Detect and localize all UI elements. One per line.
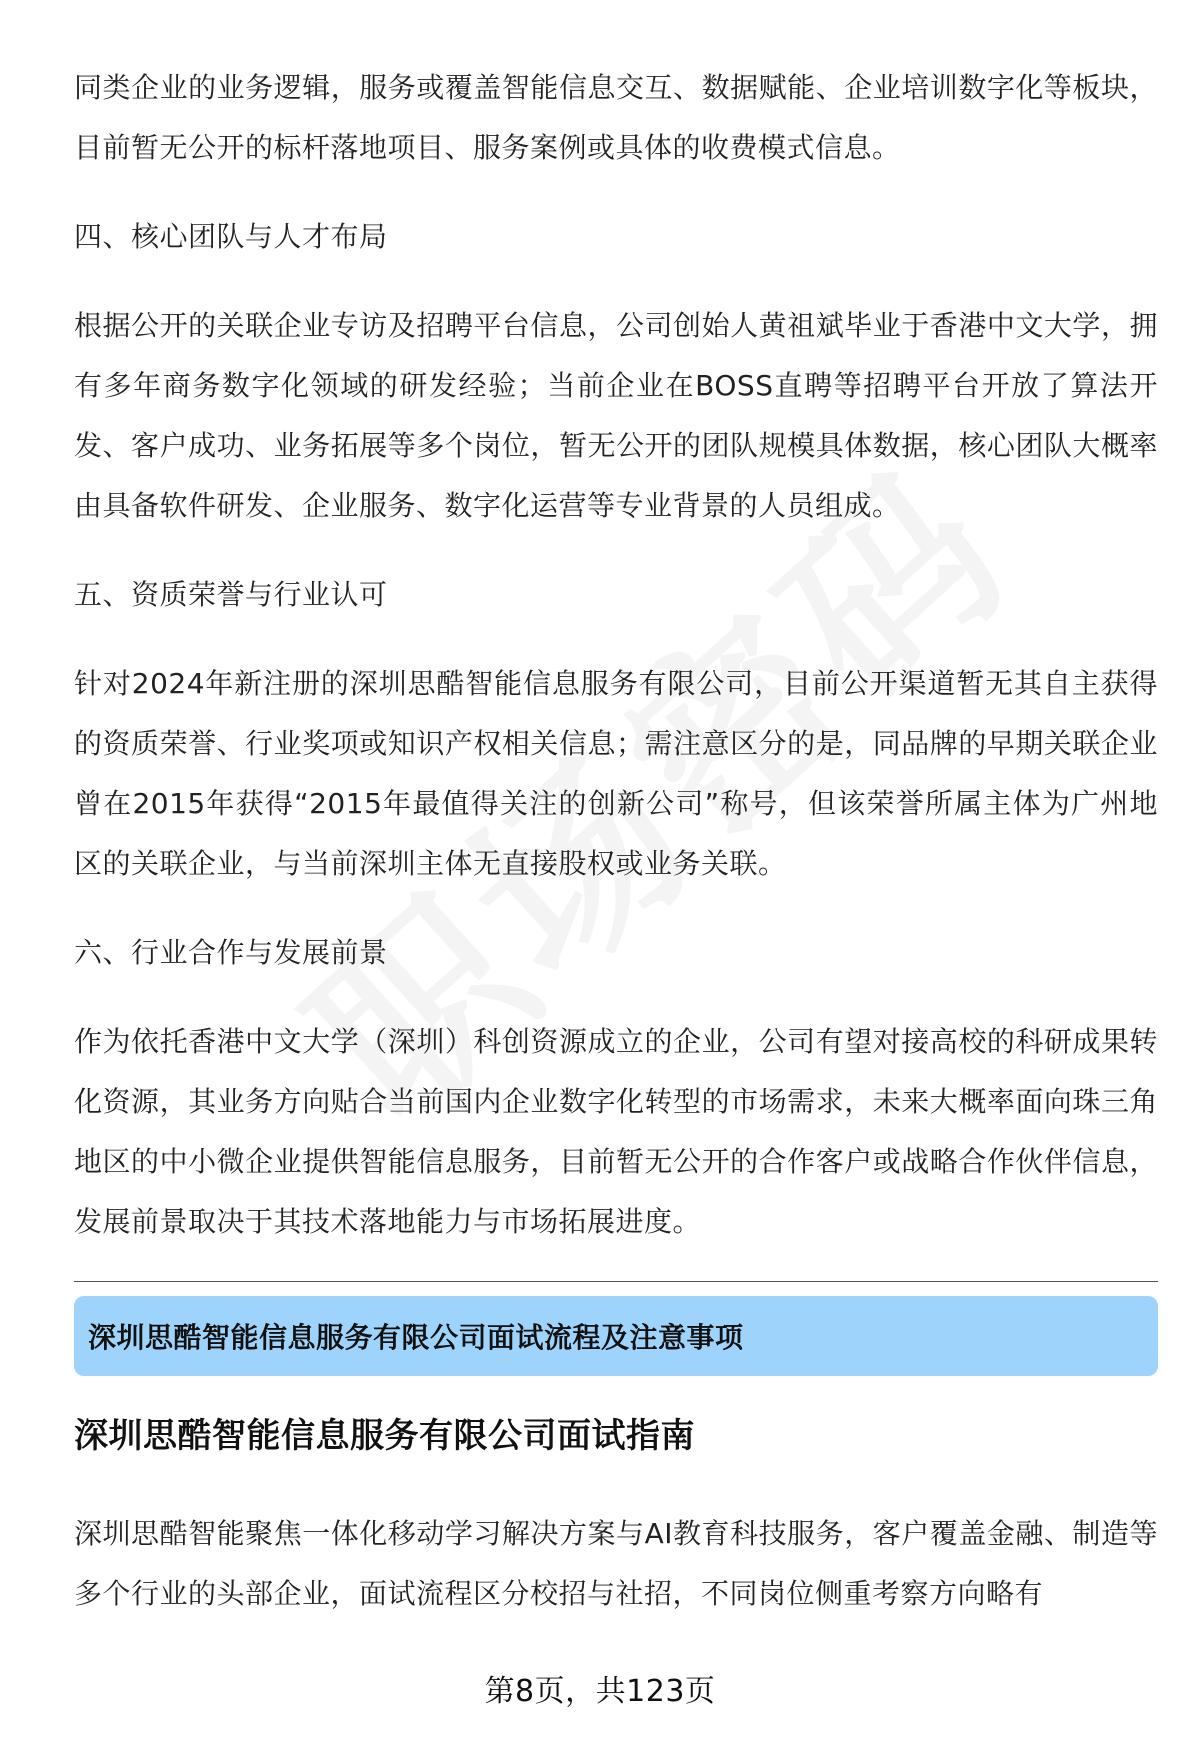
intro-paragraph: 同类企业的业务逻辑，服务或覆盖智能信息交互、数据赋能、企业培训数字化等板块，目前暂无公开的标杆落地项目、服务案例或具体的收费模式信息。 xyxy=(74,71,1158,164)
cooperation-paragraph: 作为依托香港中文大学（深圳）科创资源成立的企业，公司有望对接高校的科研成果转化资源，其业务方向贴合当前国内企业数字化转型的市场需求，未来大概率面向珠三角地区的中小微企业提供智能信息服务，目前暂无公开的合作客户或战略合作伙伴信息，发展前景取决于其技术落地能力与市场拓展进度。 xyxy=(74,1025,1158,1238)
document-page xyxy=(74,58,1158,1653)
page-number: 第8页，共123页 xyxy=(484,1674,716,1709)
section-heading-honor: 五、资质荣誉与行业认可 xyxy=(74,578,388,611)
section-heading-team: 四、核心团队与人才布局 xyxy=(74,220,388,253)
honor-paragraph: 针对2024年新注册的深圳思酷智能信息服务有限公司，目前公开渠道暂无其自主获得的资质荣誉、行业奖项或知识产权相关信息；需注意区分的是，同品牌的早期关联企业曾在2015年获得“2015年最值得关注的创新公司”称号，但该荣誉所属主体为广州地区的关联企业，与当前深圳主体无直接股权或业务关联。 xyxy=(74,667,1158,880)
banner-title: 深圳思酷智能信息服务有限公司面试流程及注意事项 xyxy=(88,1321,744,1354)
section-divider xyxy=(74,1281,1158,1282)
guide-title: 深圳思酷智能信息服务有限公司面试指南 xyxy=(74,1416,695,1456)
team-paragraph: 根据公开的关联企业专访及招聘平台信息，公司创始人黄祖斌毕业于香港中文大学，拥有多年商务数字化领域的研发经验；当前企业在BOSS直聘等招聘平台开放了算法开发、客户成功、业务拓展等多个岗位，暂无公开的团队规模具体数据，核心团队大概率由具备软件研发、企业服务、数字化运营等专业背景的人员组成。 xyxy=(74,309,1158,522)
interview-banner xyxy=(74,1296,1158,1376)
guide-paragraph: 深圳思酷智能聚焦一体化移动学习解决方案与AI教育科技服务，客户覆盖金融、制造等多个行业的头部企业，面试流程区分校招与社招，不同岗位侧重考察方向略有 xyxy=(74,1517,1158,1610)
section-heading-cooperation: 六、行业合作与发展前景 xyxy=(74,936,388,969)
